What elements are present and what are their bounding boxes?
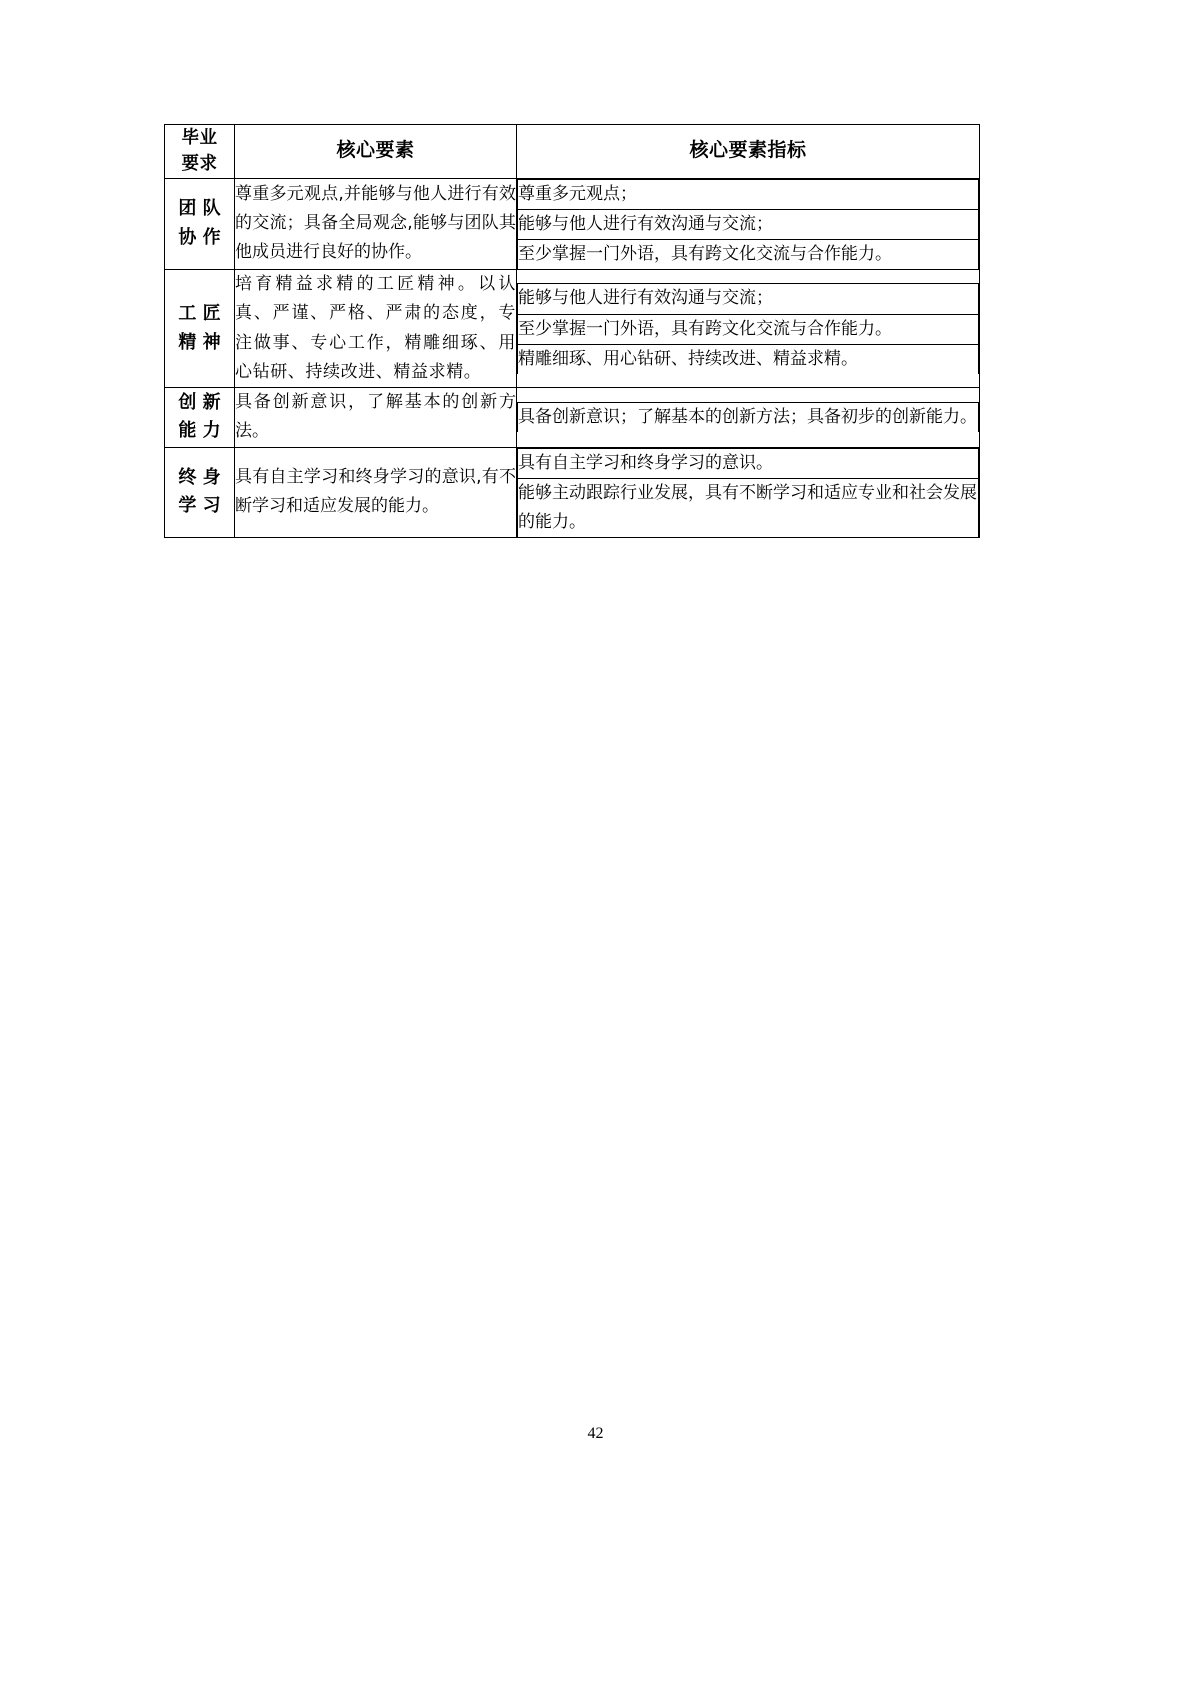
indicator-item: 能够与他人进行有效沟通与交流； [518,209,979,239]
requirement-line: 终 身 [178,466,221,488]
requirement-name-craftsmanship [165,270,235,388]
header-requirement-line2: 要求 [181,154,218,175]
header-cell-requirement [165,125,235,179]
requirement-line: 团 队 [178,198,221,220]
indicators-cell-lifelong-learning [517,447,980,538]
requirement-line: 精 神 [178,331,221,353]
core-element-teamwork: 尊重多元观点,并能够与他人进行有效的交流；具备全局观念,能够与团队其他成员进行良好的协作。 [235,178,517,270]
requirement-line: 工 匠 [178,302,221,324]
requirement-name-lifelong-learning [165,447,235,538]
graduation-requirements-table [164,124,979,538]
indicator-item: 精雕细琢、用心钻研、持续改进、精益求精。 [518,344,979,374]
table-row [165,447,980,538]
indicator-item: 至少掌握一门外语，具有跨文化交流与合作能力。 [518,239,979,269]
requirement-line: 创 新 [178,391,221,413]
indicator-item: 能够与他人进行有效沟通与交流； [518,284,979,314]
table-row [165,270,980,388]
requirement-name-teamwork [165,178,235,270]
header-cell-core-element-indicator: 核心要素指标 [517,125,980,179]
core-element-lifelong-learning: 具有自主学习和终身学习的意识,有不断学习和适应发展的能力。 [235,447,517,538]
header-requirement-line1: 毕业 [181,128,218,148]
core-element-innovation: 具备创新意识，了解基本的创新方法。 [235,388,517,447]
indicator-item: 能够主动跟踪行业发展，具有不断学习和适应专业和社会发展的能力。 [518,478,979,537]
table-row [165,388,980,447]
page-number: 42 [587,1425,604,1442]
requirement-line: 学 习 [178,495,221,517]
indicators-cell-teamwork [517,178,980,270]
indicators-cell-innovation [517,388,980,447]
indicator-item: 具备创新意识；了解基本的创新方法；具备初步的创新能力。 [518,403,979,433]
header-cell-core-element: 核心要素 [235,125,517,179]
indicator-item: 具有自主学习和终身学习的意识。 [518,448,979,478]
table-header-row [165,125,980,179]
indicator-item: 尊重多元观点； [518,179,979,209]
requirement-line: 协 作 [178,226,221,248]
indicators-cell-craftsmanship [517,270,980,388]
indicator-item: 至少掌握一门外语，具有跨文化交流与合作能力。 [518,314,979,344]
requirement-name-innovation [165,388,235,447]
requirement-line: 能 力 [178,420,221,442]
table-row [165,178,980,270]
core-element-craftsmanship: 培育精益求精的工匠精神。以认真、严谨、严格、严肃的态度，专注做事、专心工作，精雕细琢、用心钻研、持续改进、精益求精。 [235,270,517,388]
